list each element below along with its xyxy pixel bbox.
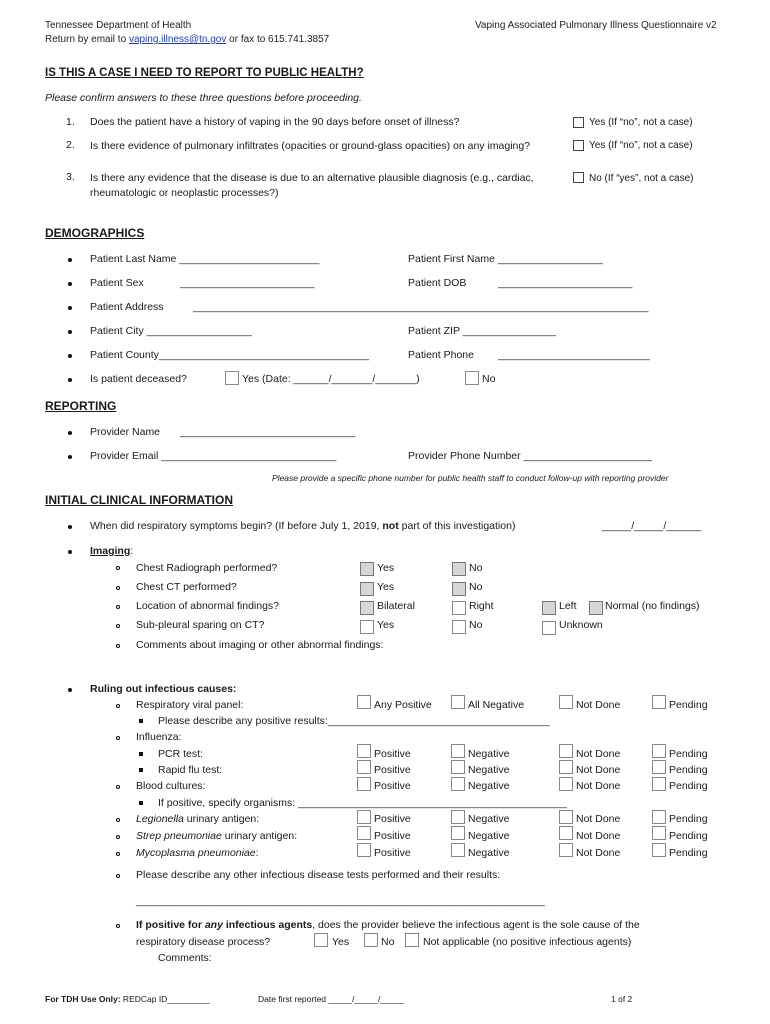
ruling-out-heading: Ruling out infectious causes: bbox=[90, 683, 237, 695]
square-bullet bbox=[139, 768, 143, 772]
sub-bullet bbox=[116, 566, 120, 570]
bullet bbox=[68, 550, 72, 554]
symptom-text: When did respiratory symptoms begin? (If before July 1, 2019, bbox=[90, 520, 383, 532]
q3-number: 3. bbox=[66, 171, 75, 183]
q2-text: Is there evidence of pulmonary infiltrates (opacities or ground-glass opacities) on any imaging? bbox=[90, 140, 531, 152]
footer-page-number: 1 of 2 bbox=[611, 994, 633, 1004]
location-right-checkbox[interactable] bbox=[452, 601, 466, 615]
subpleural-unknown-label: Unknown bbox=[559, 619, 603, 631]
provider-name-field[interactable]: ______________________________ bbox=[180, 426, 356, 438]
chest-xray-no-label: No bbox=[469, 562, 483, 574]
legionella-pending-checkbox[interactable] bbox=[652, 810, 666, 824]
myco-pending-label: Pending bbox=[669, 847, 708, 859]
resp-any-positive-label: Any Positive bbox=[374, 699, 432, 711]
blood-not-done-checkbox[interactable] bbox=[559, 777, 573, 791]
bullet bbox=[68, 455, 72, 459]
pcr-negative-checkbox[interactable] bbox=[451, 744, 465, 758]
legionella-not-done-checkbox[interactable] bbox=[559, 810, 573, 824]
sub-bullet bbox=[116, 644, 120, 648]
chest-xray-yes-checkbox[interactable] bbox=[360, 562, 374, 576]
sole-any: any bbox=[204, 919, 223, 931]
patient-county-field[interactable]: Patient County____________________________________ bbox=[90, 349, 370, 361]
strep-suffix: urinary antigen: bbox=[221, 830, 298, 842]
describe-positive-field[interactable]: Please describe any positive results:______________________________________ bbox=[158, 715, 550, 727]
q2-checkbox[interactable] bbox=[573, 140, 584, 151]
sub-bullet bbox=[116, 835, 120, 839]
symptom-onset-date-field[interactable]: _____/_____/______ bbox=[602, 520, 702, 532]
rapid-positive-checkbox[interactable] bbox=[357, 760, 371, 774]
myco-positive-label: Positive bbox=[374, 847, 411, 859]
sole-bold-1: If positive for bbox=[136, 919, 205, 931]
strep-positive-label: Positive bbox=[374, 830, 411, 842]
q2-option: Yes (If “no”, not a case) bbox=[589, 140, 693, 151]
sub-bullet bbox=[116, 785, 120, 789]
resp-pending-label: Pending bbox=[669, 699, 708, 711]
strep-name: Strep pneumoniae bbox=[136, 830, 222, 842]
blood-positive-checkbox[interactable] bbox=[357, 777, 371, 791]
legionella-negative-label: Negative bbox=[468, 813, 510, 825]
myco-negative-label: Negative bbox=[468, 847, 510, 859]
pcr-label: PCR test: bbox=[158, 748, 203, 760]
bullet bbox=[68, 525, 72, 529]
sub-bullet bbox=[116, 874, 120, 878]
blood-negative-label: Negative bbox=[468, 780, 510, 792]
deceased-no-checkbox[interactable] bbox=[465, 371, 479, 385]
square-bullet bbox=[139, 719, 143, 723]
sole-no-checkbox[interactable] bbox=[364, 933, 378, 947]
resp-all-negative-checkbox[interactable] bbox=[451, 695, 465, 709]
bullet bbox=[68, 688, 72, 692]
sole-comments-label: Comments: bbox=[158, 952, 212, 964]
influenza-label: Influenza: bbox=[136, 731, 182, 743]
symptom-text-end: part of this investigation) bbox=[398, 520, 516, 532]
resp-not-done-checkbox[interactable] bbox=[559, 695, 573, 709]
legionella-positive-checkbox[interactable] bbox=[357, 810, 371, 824]
myco-negative-checkbox[interactable] bbox=[451, 843, 465, 857]
blood-positive-label: Positive bbox=[374, 780, 411, 792]
chest-xray-yes-label: Yes bbox=[377, 562, 395, 574]
provider-name-label: Provider Name bbox=[90, 426, 161, 438]
q1-number: 1. bbox=[66, 116, 75, 128]
header-return-line bbox=[45, 34, 329, 45]
bullet bbox=[68, 306, 72, 310]
rapid-negative-label: Negative bbox=[468, 764, 510, 776]
sub-bullet bbox=[116, 586, 120, 590]
patient-phone-label: Patient Phone bbox=[408, 349, 474, 361]
patient-dob-label: Patient DOB bbox=[408, 277, 467, 289]
q1-option: Yes (If “no”, not a case) bbox=[589, 117, 693, 128]
chest-xray-label: Chest Radiograph performed? bbox=[136, 562, 278, 574]
sub-bullet bbox=[116, 852, 120, 856]
sub-bullet bbox=[116, 924, 120, 928]
legionella-pending-label: Pending bbox=[669, 813, 708, 825]
return-suffix: or fax to 615.741.3857 bbox=[226, 34, 330, 45]
strep-positive-checkbox[interactable] bbox=[357, 826, 371, 840]
chest-ct-label: Chest CT performed? bbox=[136, 581, 237, 593]
bullet bbox=[68, 431, 72, 435]
deceased-yes-checkbox[interactable] bbox=[225, 371, 239, 385]
organisms-field[interactable]: If positive, specify organisms: ______________________________________________ bbox=[158, 797, 567, 809]
pcr-pending-label: Pending bbox=[669, 748, 708, 760]
sub-bullet bbox=[116, 736, 120, 740]
imaging-comments-label: Comments about imaging or other abnormal findings: bbox=[136, 639, 384, 651]
rapid-not-done-checkbox[interactable] bbox=[559, 760, 573, 774]
bullet bbox=[68, 282, 72, 286]
q3-checkbox[interactable] bbox=[573, 172, 584, 183]
q3-option: No (If “yes”, not a case) bbox=[589, 173, 694, 184]
subpleural-no-checkbox[interactable] bbox=[452, 620, 466, 634]
strep-not-done-label: Not Done bbox=[576, 830, 621, 842]
blood-negative-checkbox[interactable] bbox=[451, 777, 465, 791]
resp-all-negative-label: All Negative bbox=[468, 699, 525, 711]
sub-bullet bbox=[116, 818, 120, 822]
bullet bbox=[68, 330, 72, 334]
myco-positive-checkbox[interactable] bbox=[357, 843, 371, 857]
deceased-label: Is patient deceased? bbox=[90, 373, 187, 385]
imaging-label: Imaging bbox=[90, 545, 131, 557]
location-label: Location of abnormal findings? bbox=[136, 600, 280, 612]
patient-address-label: Patient Address bbox=[90, 301, 164, 313]
provider-email-field[interactable]: Provider Email ______________________________ bbox=[90, 450, 337, 462]
patient-sex-label: Patient Sex bbox=[90, 277, 144, 289]
case-section-title: IS THIS A CASE I NEED TO REPORT TO PUBLIC HEALTH? bbox=[45, 67, 364, 79]
chest-ct-no-checkbox[interactable] bbox=[452, 582, 466, 596]
sole-yes-checkbox[interactable] bbox=[314, 933, 328, 947]
subpleural-unknown-checkbox[interactable] bbox=[542, 621, 556, 635]
square-bullet bbox=[139, 752, 143, 756]
legionella-not-done-label: Not Done bbox=[576, 813, 621, 825]
legionella-negative-checkbox[interactable] bbox=[451, 810, 465, 824]
strep-label bbox=[136, 830, 297, 842]
rapid-pending-checkbox[interactable] bbox=[652, 760, 666, 774]
blood-cultures-label: Blood cultures: bbox=[136, 780, 206, 792]
chest-ct-yes-checkbox[interactable] bbox=[360, 582, 374, 596]
strep-negative-checkbox[interactable] bbox=[451, 826, 465, 840]
legionella-label bbox=[136, 813, 259, 825]
pcr-negative-label: Negative bbox=[468, 748, 510, 760]
q2-number: 2. bbox=[66, 139, 75, 151]
resp-panel-label: Respiratory viral panel: bbox=[136, 699, 244, 711]
legionella-suffix: urinary antigen: bbox=[183, 813, 260, 825]
location-normal-label: Normal (no findings) bbox=[605, 600, 700, 612]
sole-cause-line2: respiratory disease process? bbox=[136, 936, 271, 948]
rapid-negative-checkbox[interactable] bbox=[451, 760, 465, 774]
q1-checkbox[interactable] bbox=[573, 117, 584, 128]
imaging-heading bbox=[90, 545, 133, 557]
resp-pending-checkbox[interactable] bbox=[652, 695, 666, 709]
q3-text: Is there any evidence that the disease is due to an alternative plausible diagnosis (e.g., cardiac, rheumatologic or neoplastic processes?) bbox=[90, 172, 534, 199]
square-bullet bbox=[139, 801, 143, 805]
footer-redcap: REDCap ID_________ bbox=[120, 994, 210, 1004]
myco-not-done-label: Not Done bbox=[576, 847, 621, 859]
legionella-name: Legionella bbox=[136, 813, 184, 825]
myco-not-done-checkbox[interactable] bbox=[559, 843, 573, 857]
sub-bullet bbox=[116, 624, 120, 628]
rapid-positive-label: Positive bbox=[374, 764, 411, 776]
patient-address-field[interactable]: ______________________________________________________________________________ bbox=[193, 301, 649, 313]
sole-no-label: No bbox=[381, 936, 395, 948]
legionella-positive-label: Positive bbox=[374, 813, 411, 825]
demographics-title: DEMOGRAPHICS bbox=[45, 226, 145, 240]
pcr-not-done-label: Not Done bbox=[576, 748, 621, 760]
location-left-checkbox[interactable] bbox=[542, 601, 556, 615]
clinical-title: INITIAL CLINICAL INFORMATION bbox=[45, 493, 233, 507]
deceased-no-label: No bbox=[482, 373, 496, 385]
imaging-colon: : bbox=[130, 545, 134, 557]
patient-last-name-field[interactable]: Patient Last Name ________________________ bbox=[90, 253, 320, 265]
blood-pending-checkbox[interactable] bbox=[652, 777, 666, 791]
header-department: Tennessee Department of Health bbox=[45, 20, 192, 31]
symptom-onset-question bbox=[90, 520, 515, 532]
sub-bullet bbox=[116, 704, 120, 708]
blood-pending-label: Pending bbox=[669, 780, 708, 792]
other-tests-field[interactable]: ______________________________________________________________________ bbox=[136, 895, 545, 907]
subpleural-yes-label: Yes bbox=[377, 619, 395, 631]
provider-phone-field[interactable]: Provider Phone Number ______________________ bbox=[408, 450, 653, 462]
location-bilateral-checkbox[interactable] bbox=[360, 601, 374, 615]
sole-yes-label: Yes bbox=[332, 936, 350, 948]
bullet bbox=[68, 378, 72, 382]
form-title: Vaping Associated Pulmonary Illness Questionnaire v2 bbox=[475, 20, 717, 31]
sub-bullet bbox=[116, 605, 120, 609]
subpleural-yes-checkbox[interactable] bbox=[360, 620, 374, 634]
bullet bbox=[68, 354, 72, 358]
location-normal-checkbox[interactable] bbox=[589, 601, 603, 615]
sole-rest: , does the provider believe the infectious agent is the sole cause of the bbox=[312, 919, 640, 931]
patient-sex-field[interactable]: _______________________ bbox=[180, 277, 315, 289]
pcr-positive-checkbox[interactable] bbox=[357, 744, 371, 758]
blood-not-done-label: Not Done bbox=[576, 780, 621, 792]
symptom-not: not bbox=[382, 520, 399, 532]
bullet bbox=[68, 258, 72, 262]
pcr-not-done-checkbox[interactable] bbox=[559, 744, 573, 758]
patient-zip-field[interactable]: Patient ZIP ________________ bbox=[408, 325, 557, 337]
strep-pending-label: Pending bbox=[669, 830, 708, 842]
mycoplasma-suffix: : bbox=[255, 847, 259, 859]
reporting-title: REPORTING bbox=[45, 399, 117, 413]
sole-bold-2: infectious agents bbox=[222, 919, 313, 931]
pcr-pending-checkbox[interactable] bbox=[652, 744, 666, 758]
location-right-label: Right bbox=[469, 600, 494, 612]
rapid-flu-label: Rapid flu test: bbox=[158, 764, 223, 776]
chest-ct-yes-label: Yes bbox=[377, 581, 395, 593]
location-bilateral-label: Bilateral bbox=[377, 600, 415, 612]
subpleural-label: Sub-pleural sparing on CT? bbox=[136, 619, 265, 631]
myco-pending-checkbox[interactable] bbox=[652, 843, 666, 857]
rapid-pending-label: Pending bbox=[669, 764, 708, 776]
provider-phone-note: Please provide a specific phone number for public health staff to conduct follow-up with reporting provider bbox=[272, 473, 669, 483]
strep-negative-label: Negative bbox=[468, 830, 510, 842]
sole-na-label: Not applicable (no positive infectious agents) bbox=[423, 936, 632, 948]
subpleural-no-label: No bbox=[469, 619, 483, 631]
chest-xray-no-checkbox[interactable] bbox=[452, 562, 466, 576]
chest-ct-no-label: No bbox=[469, 581, 483, 593]
mycoplasma-label bbox=[136, 847, 259, 859]
patient-first-name-field[interactable]: Patient First Name __________________ bbox=[408, 253, 603, 265]
mycoplasma-name: Mycoplasma pneumoniae bbox=[136, 847, 256, 859]
strep-not-done-checkbox[interactable] bbox=[559, 826, 573, 840]
footer-tdh bbox=[45, 994, 210, 1004]
deceased-yes-label: Yes (Date: ______/_______/_______) bbox=[242, 373, 420, 385]
footer-tdh-bold: For TDH Use Only: bbox=[45, 994, 121, 1004]
q1-text: Does the patient have a history of vaping in the 90 days before onset of illness? bbox=[90, 116, 460, 128]
patient-phone-field[interactable]: __________________________ bbox=[498, 349, 650, 361]
other-tests-label: Please describe any other infectious disease tests performed and their results: bbox=[136, 869, 501, 881]
patient-city-field[interactable]: Patient City __________________ bbox=[90, 325, 252, 337]
case-instruction: Please confirm answers to these three questions before proceeding. bbox=[45, 92, 362, 104]
resp-not-done-label: Not Done bbox=[576, 699, 621, 711]
return-prefix: Return by email to bbox=[45, 34, 129, 45]
resp-any-positive-checkbox[interactable] bbox=[357, 695, 371, 709]
footer-date-first: Date first reported _____/_____/_____ bbox=[258, 994, 405, 1004]
strep-pending-checkbox[interactable] bbox=[652, 826, 666, 840]
patient-dob-field[interactable]: _______________________ bbox=[498, 277, 633, 289]
email-link[interactable]: vaping.illness@tn.gov bbox=[128, 34, 227, 45]
sole-na-checkbox[interactable] bbox=[405, 933, 419, 947]
pcr-positive-label: Positive bbox=[374, 748, 411, 760]
rapid-not-done-label: Not Done bbox=[576, 764, 621, 776]
sole-cause-question bbox=[136, 919, 640, 931]
location-left-label: Left bbox=[559, 600, 577, 612]
